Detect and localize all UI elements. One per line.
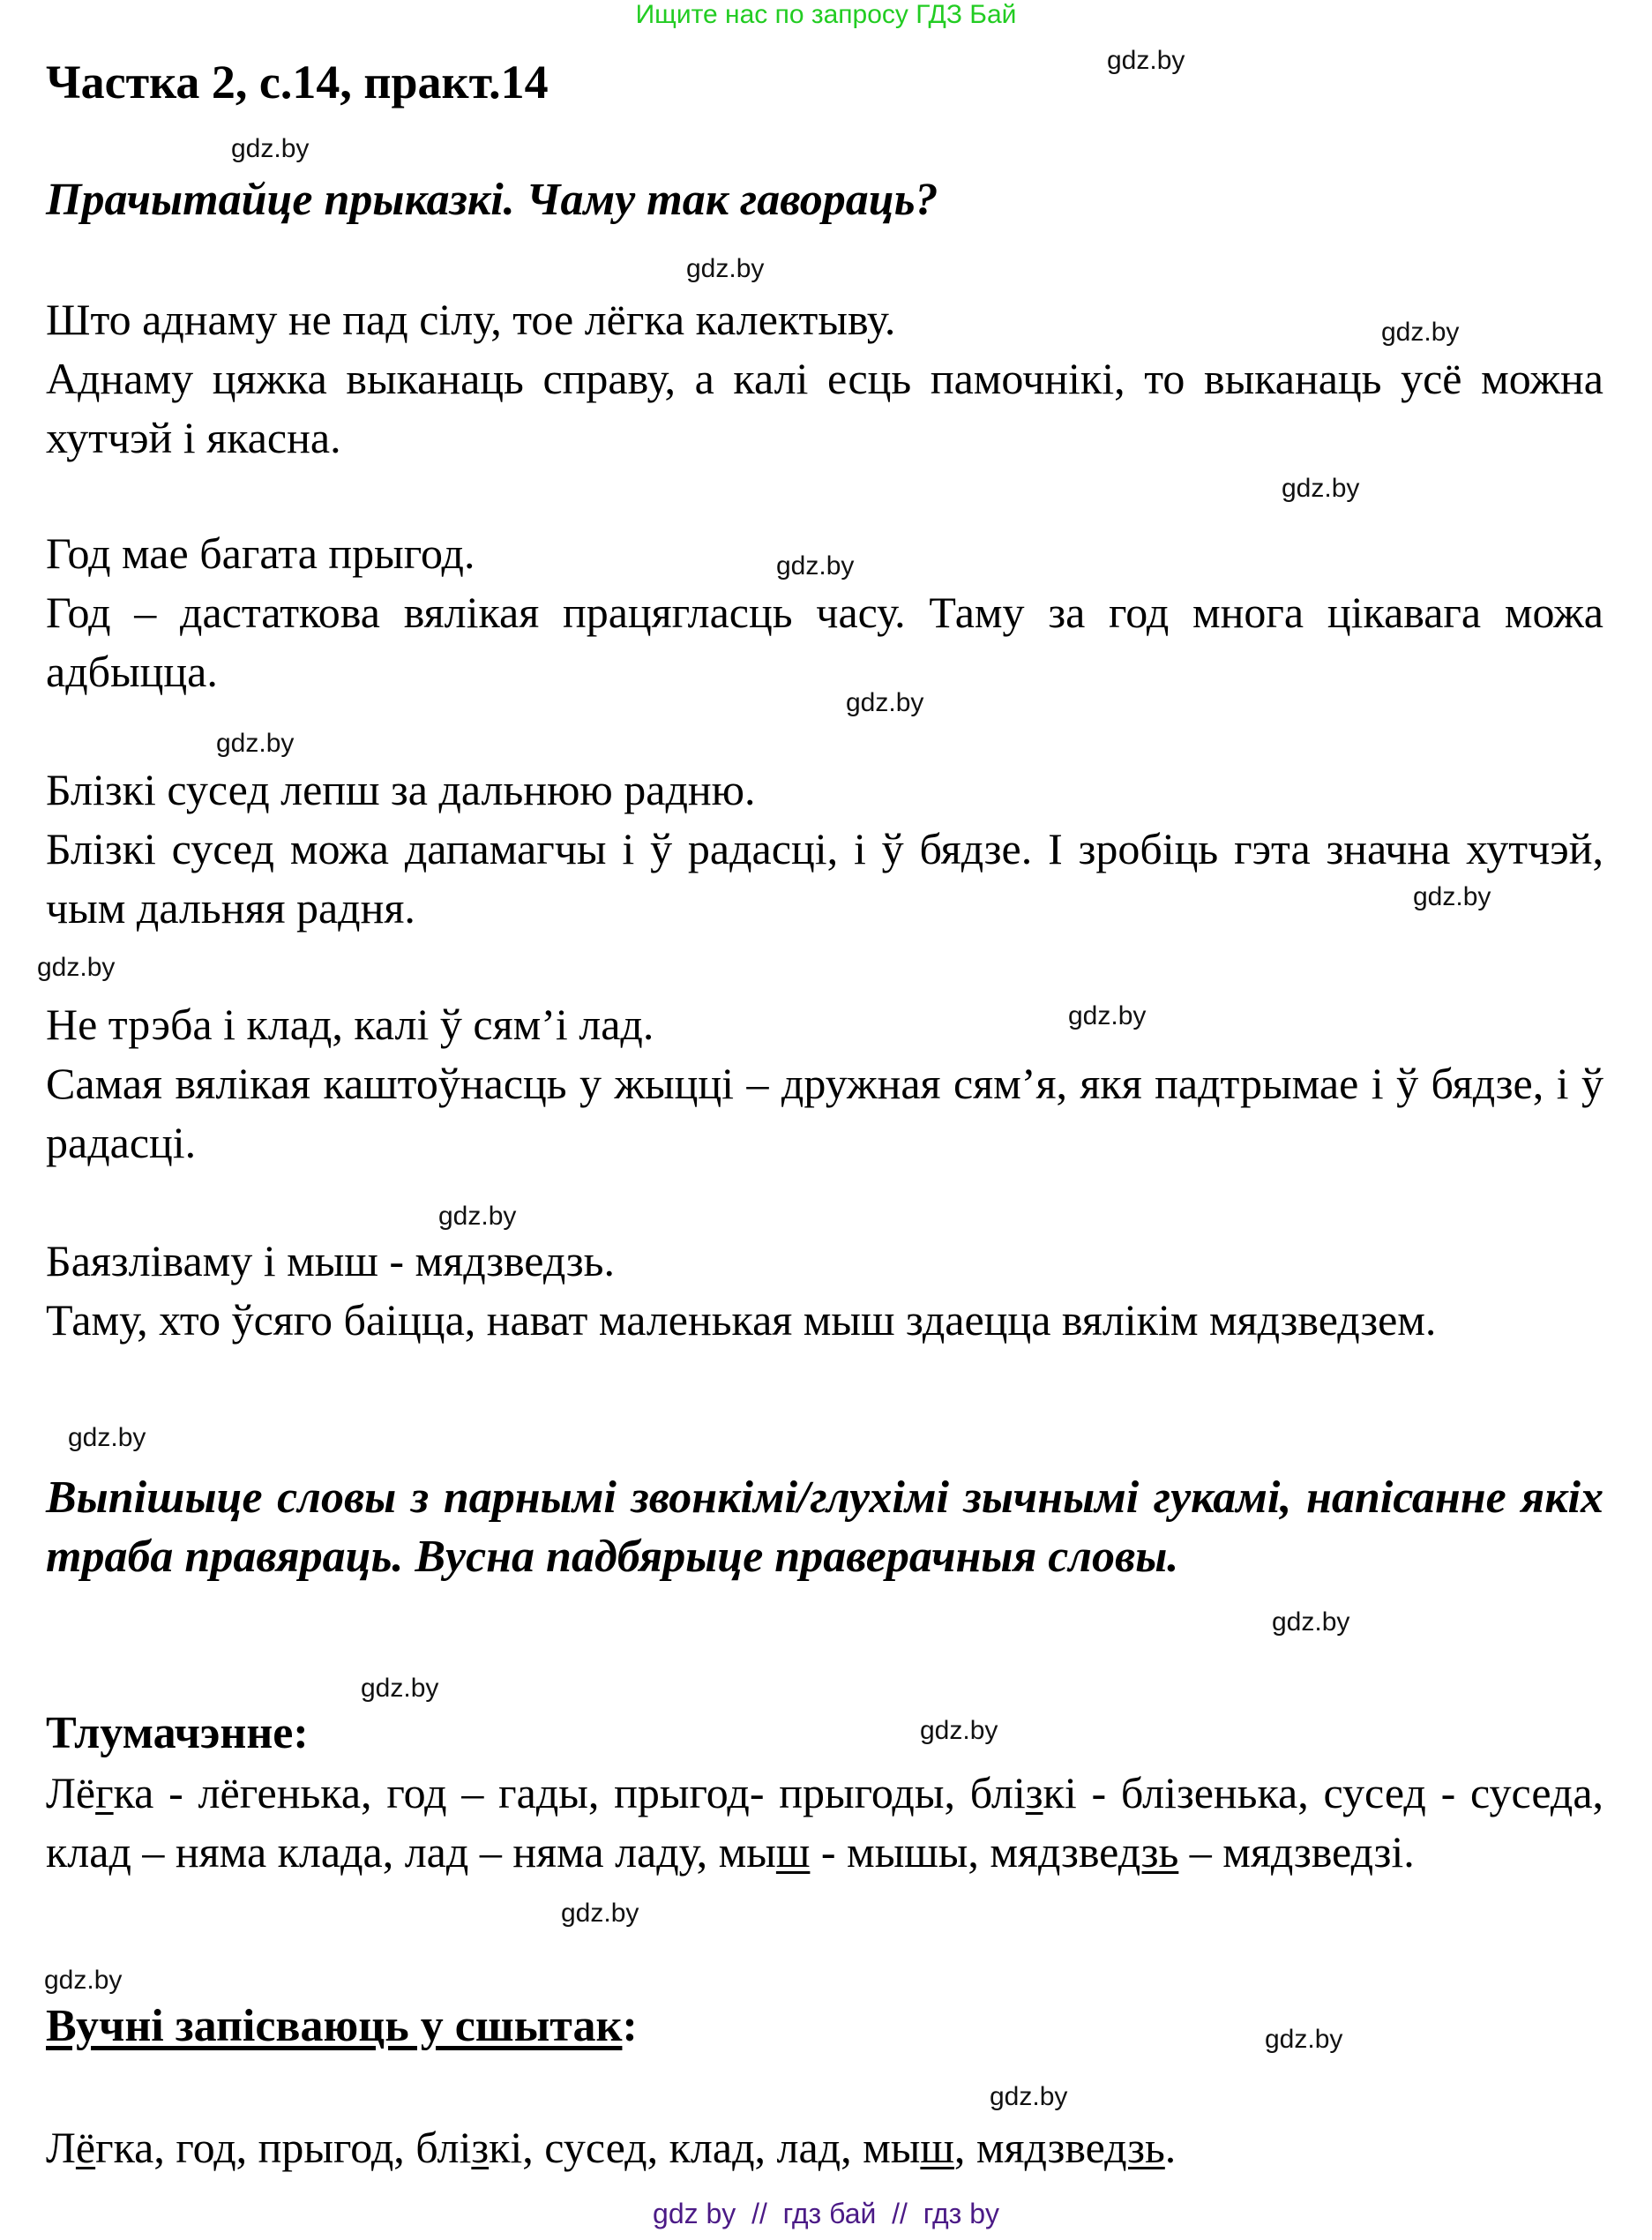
- proverb-text: Блізкі сусед лепш за дальнюю радню.: [46, 765, 756, 814]
- notebook-word: Лёгка,: [46, 2123, 176, 2172]
- proverb-explanation: Блізкі сусед можа дапамагчы і ў радасці, і ў бядзе. І зробіць гэта значна хутчэй, чым дальняя радня.: [46, 824, 1603, 933]
- underlined-letter: д: [424, 1768, 447, 1817]
- watermark-text: gdz.by: [1272, 1607, 1350, 1637]
- underlined-letter: з: [471, 2123, 490, 2172]
- underlined-letter: д: [108, 1827, 131, 1877]
- watermark-text: gdz.by: [1413, 882, 1491, 911]
- watermark-text: gdz.by: [1381, 318, 1460, 347]
- proverb-explanation: Год – дастаткова вялікая працягласць часу. Таму за год многа цікавага можа адбыцца.: [46, 588, 1603, 696]
- proverb-block-4: [46, 995, 1603, 1172]
- underlined-letter: д: [727, 1768, 750, 1817]
- notebook-heading-colon: :: [622, 2001, 638, 2051]
- proverb-explanation: Таму, хто ўсяго баіцца, нават маленькая мыш здаецца вялікім мядзведзем.: [46, 1295, 1437, 1345]
- underlined-letter: д: [213, 2123, 236, 2172]
- proverb-block-5: [46, 1232, 1603, 1350]
- notebook-word: блізкі,: [415, 2123, 545, 2172]
- search-promo-banner[interactable]: Ищите нас по запросу ГДЗ Бай: [635, 0, 1017, 29]
- underlined-letter: г: [95, 1768, 114, 1817]
- proverb-explanation: Самая вялікая каштоўнасць у жыцці – дружная сям’я, якя падтрымае і ў бядзе, і ў радасці.: [46, 1059, 1603, 1167]
- proverb-block-3: [46, 760, 1603, 938]
- word-pair: Лёгка - лёгенька,: [46, 1768, 387, 1817]
- underlined-letter: з: [1025, 1768, 1043, 1817]
- task-instruction: Выпішыце словы з парнымі звонкімі/глухімі зычнымі гукамі, напісанне якіх траба правяраць. Вусна падбярыце праверачныя словы.: [46, 1472, 1603, 1582]
- watermark-text: gdz.by: [361, 1674, 439, 1703]
- notebook-heading-text: Вучні запісваюць у сшытак: [46, 2001, 623, 2051]
- word-pair: лад – няма ладу,: [404, 1827, 719, 1877]
- underlined-letter: д: [1403, 1768, 1426, 1817]
- word-pair: блізкі - блізенька,: [969, 1768, 1324, 1817]
- explanation-text: [46, 1764, 1603, 1882]
- watermark-text: gdz.by: [68, 1423, 146, 1452]
- word-pair: мядзведзь – мядзведзі.: [990, 1827, 1415, 1877]
- footer-links[interactable]: gdz by // гдз бай // гдз by: [653, 2198, 999, 2229]
- watermark-text: gdz.by: [1265, 2025, 1343, 2054]
- watermark-text: gdz.by: [561, 1899, 639, 1928]
- watermark-text: gdz.by: [1107, 46, 1185, 75]
- watermark-text: gdz.by: [1068, 1001, 1147, 1030]
- notebook-words: [46, 2119, 1176, 2176]
- notebook-word: прыгод,: [258, 2123, 416, 2172]
- underlined-letter: д: [818, 2123, 841, 2172]
- watermark-text: gdz.by: [44, 1966, 123, 1995]
- word-pair: сусед - суседа,: [1323, 1768, 1604, 1817]
- notebook-word: мядзведзь.: [976, 2123, 1177, 2172]
- watermark-text: gdz.by: [990, 2082, 1068, 2111]
- explanation-heading: Тлумачэнне:: [46, 1708, 309, 1758]
- watermark-text: gdz.by: [846, 688, 924, 717]
- word-pair: мыш - мышы,: [718, 1827, 990, 1877]
- underlined-letter: дзь: [1118, 1827, 1179, 1877]
- underlined-letter: д: [732, 2123, 755, 2172]
- proverb-explanation: Аднаму цяжка выканаць справу, а калі есць памочнікі, то выканаць усё можна хутчэй і якасна.: [46, 354, 1603, 462]
- proverb-text: Што аднаму не пад сілу, тое лёгка калектыву.: [46, 295, 896, 344]
- notebook-word: мыш,: [863, 2123, 976, 2172]
- word-pair: год – гады,: [386, 1768, 615, 1817]
- notebook-heading: [46, 1999, 638, 2054]
- watermark-text: gdz.by: [776, 551, 855, 581]
- proverb-text: Не трэба і клад, калі ў сям’і лад.: [46, 1000, 654, 1049]
- proverb-block-1: [46, 290, 1603, 468]
- underlined-letter: д: [624, 2123, 647, 2172]
- watermark-text: gdz.by: [686, 254, 765, 283]
- watermark-text: gdz.by: [438, 1202, 517, 1231]
- watermark-text: gdz.by: [920, 1716, 998, 1745]
- underlined-letter: д: [370, 2123, 394, 2172]
- watermark-text: gdz.by: [231, 134, 310, 163]
- watermark-text: gdz.by: [1282, 474, 1360, 503]
- proverb-text: Год мае багата прыгод.: [46, 528, 475, 578]
- explanation-pairs: [46, 1764, 1603, 1882]
- task-heading: Прачытайце прыказкі. Чаму так гавораць?: [46, 175, 938, 225]
- underlined-letter: ш: [775, 1827, 811, 1877]
- underlined-letter: д: [445, 1827, 469, 1877]
- proverb-text: Баязліваму і мыш - мядзведзь.: [46, 1236, 615, 1285]
- underlined-letter: ш: [920, 2123, 954, 2172]
- underlined-letter: ё: [75, 2123, 96, 2172]
- notebook-word: сусед,: [544, 2123, 669, 2172]
- notebook-word: лад,: [776, 2123, 863, 2172]
- word-pair: клад – няма клада,: [46, 1827, 405, 1877]
- underlined-letter: дзь: [1104, 2123, 1165, 2172]
- page-title: Частка 2, с.14, практ.14: [46, 56, 549, 109]
- watermark-text: gdz.by: [216, 729, 295, 758]
- watermark-text: gdz.by: [37, 953, 116, 982]
- notebook-word: клад,: [669, 2123, 777, 2172]
- word-pair: прыгод- прыгоды,: [614, 1768, 970, 1817]
- notebook-word: год,: [176, 2123, 258, 2172]
